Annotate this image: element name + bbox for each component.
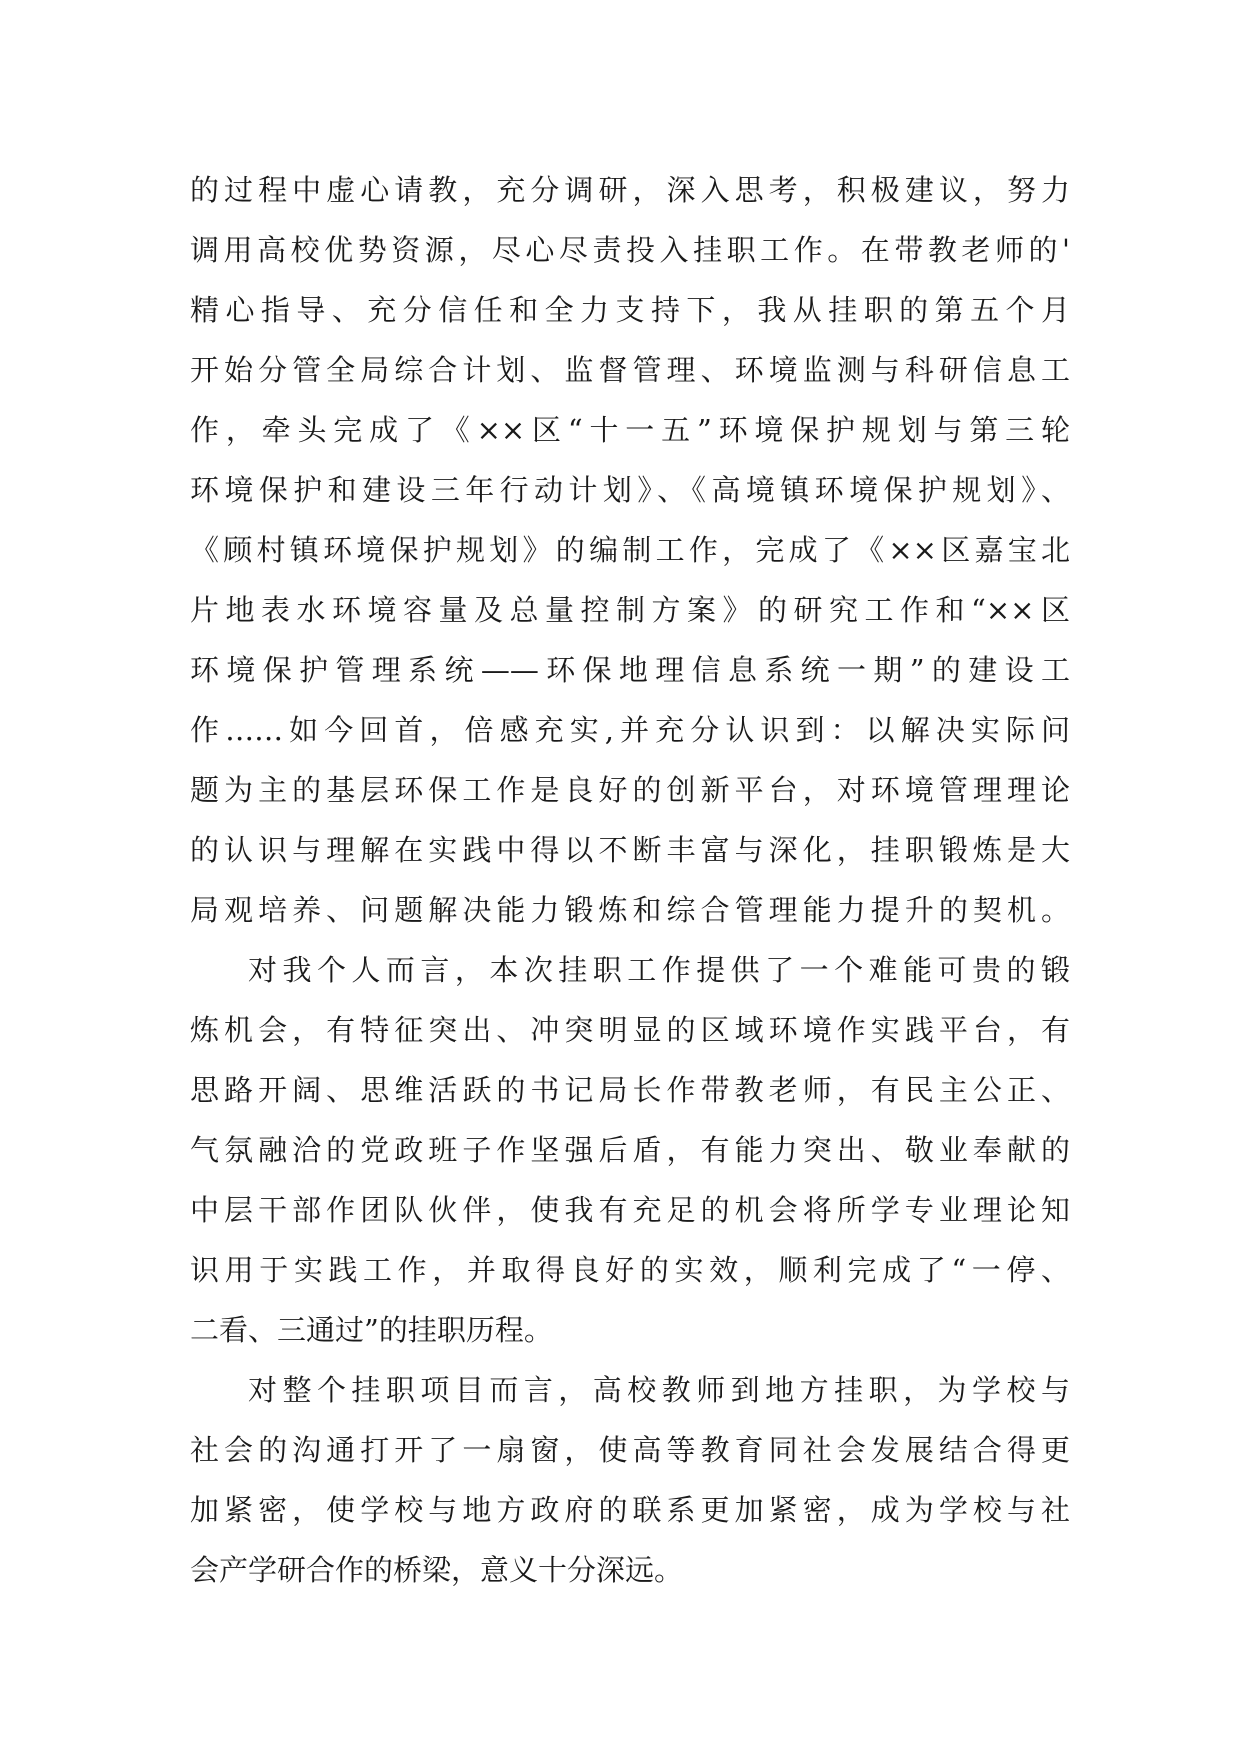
text-line: 识用于实践工作，并取得良好的实效，顺利完成了“一停、 [190, 1253, 1070, 1287]
text-line: 中层干部作团队伙伴，使我有充足的机会将所学专业理论知 [190, 1193, 1070, 1227]
text-line: 炼机会，有特征突出、冲突明显的区域环境作实践平台，有 [190, 1013, 1070, 1047]
text-line: 二看、三通过”的挂职历程。 [190, 1313, 553, 1347]
text-line: 社会的沟通打开了一扇窗，使高等教育同社会发展结合得更 [190, 1433, 1070, 1467]
text-line: 环境保护管理系统——环保地理信息系统一期”的建设工 [190, 653, 1070, 687]
text-line: 加紧密，使学校与地方政府的联系更加紧密，成为学校与社 [190, 1493, 1070, 1527]
text-line: 作……如今回首，倍感充实,并充分认识到：以解决实际问 [190, 713, 1070, 747]
text-line: 的过程中虚心请教，充分调研，深入思考，积极建议，努力 [190, 173, 1070, 207]
text-line: 开始分管全局综合计划、监督管理、环境监测与科研信息工 [190, 353, 1070, 387]
text-line: 片地表水环境容量及总量控制方案》的研究工作和“××区 [190, 593, 1070, 627]
text-line: 精心指导、充分信任和全力支持下，我从挂职的第五个月 [190, 293, 1070, 327]
body-text [190, 160, 1070, 1600]
text-line: 调用高校优势资源，尽心尽责投入挂职工作。在带教老师的' [190, 233, 1070, 267]
text-line: 思路开阔、思维活跃的书记局长作带教老师，有民主公正、 [190, 1073, 1070, 1107]
text-line: 局观培养、问题解决能力锻炼和综合管理能力提升的契机。 [190, 893, 1070, 927]
text-line: 气氛融洽的党政班子作坚强后盾，有能力突出、敬业奉献的 [190, 1133, 1070, 1167]
text-line: 《顾村镇环境保护规划》的编制工作，完成了《××区嘉宝北 [190, 533, 1070, 567]
text-line: 环境保护和建设三年行动计划》、《高境镇环境保护规划》、 [190, 473, 1070, 507]
text-line: 对整个挂职项目而言，高校教师到地方挂职，为学校与 [248, 1373, 1070, 1407]
text-line: 题为主的基层环保工作是良好的创新平台，对环境管理理论 [190, 773, 1070, 807]
text-line: 对我个人而言，本次挂职工作提供了一个难能可贵的锻 [248, 953, 1070, 987]
text-line: 作，牵头完成了《××区“十一五”环境保护规划与第三轮 [190, 413, 1070, 447]
text-line: 会产学研合作的桥梁，意义十分深远。 [190, 1553, 684, 1587]
text-line: 的认识与理解在实践中得以不断丰富与深化，挂职锻炼是大 [190, 833, 1070, 867]
